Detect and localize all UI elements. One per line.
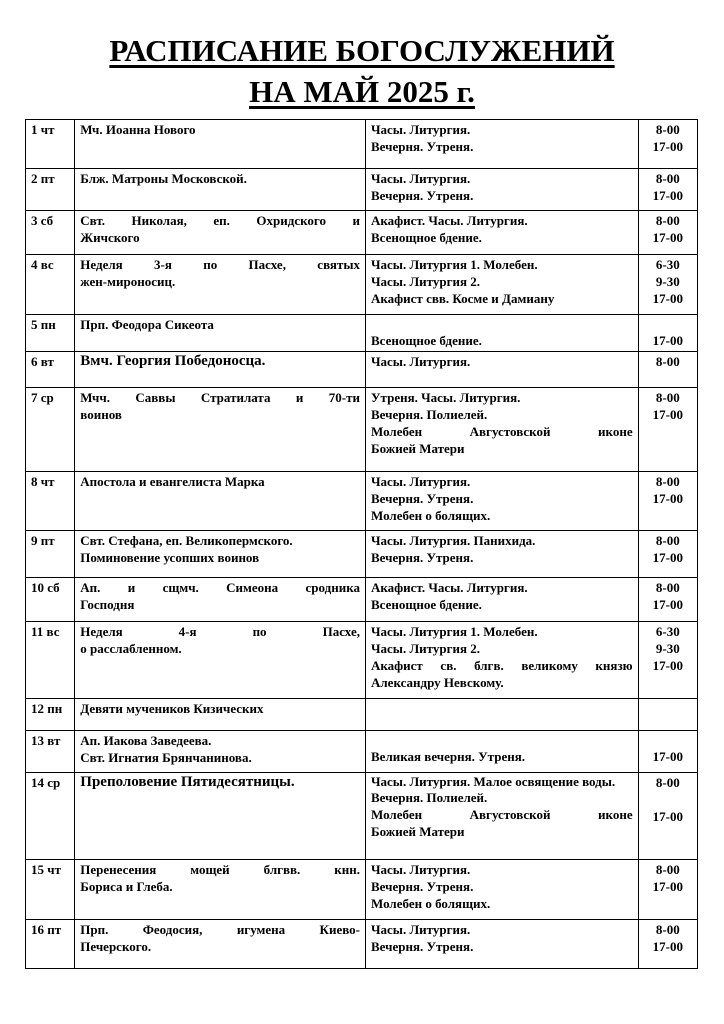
services-cell: Всенощное бдение. <box>366 315 639 352</box>
services-cell: Часы. Литургия. Вечерня. Утреня. <box>366 169 639 211</box>
time-cell: 8-00 17-00 <box>638 860 697 920</box>
saint-cell: Свт. Стефана, еп. Великопермского. Поминовение усопших воинов <box>75 531 366 578</box>
day-cell: 10 сб <box>26 578 75 622</box>
day-cell: 11 вс <box>26 622 75 699</box>
time-cell: 8-00 17-00 <box>638 169 697 211</box>
table-row <box>26 699 698 731</box>
services-cell: Великая вечерня. Утреня. <box>366 731 639 773</box>
services-cell: Часы. Литургия. Вечерня. Утреня. <box>366 920 639 969</box>
services-cell: Часы. Литургия. Вечерня. Утреня. <box>366 120 639 169</box>
table-row <box>26 211 698 255</box>
services-cell: Часы. Литургия. Вечерня. Утреня. Молебен о болящих. <box>366 860 639 920</box>
table-row <box>26 860 698 920</box>
saint-cell: Мчч. Саввы Стратилата и 70-ти воинов <box>75 388 366 472</box>
services-cell: Часы. Литургия. Малое освящение воды. Вечерня. Полиелей. Молебен Августовской иконе Божией Матери <box>366 773 639 860</box>
services-cell: Акафист. Часы. Литургия. Всенощное бдение. <box>366 211 639 255</box>
time-cell: 8-00 17-00 <box>638 120 697 169</box>
day-cell: 8 чт <box>26 472 75 531</box>
services-cell: Часы. Литургия. <box>366 352 639 388</box>
saint-cell: Неделя 3-я по Пасхе, святых жен-мироносиц. <box>75 255 366 315</box>
saint-cell: Свт. Николая, еп. Охридского и Жичского <box>75 211 366 255</box>
day-cell: 4 вс <box>26 255 75 315</box>
day-cell: 7 ср <box>26 388 75 472</box>
day-cell: 5 пн <box>26 315 75 352</box>
time-cell <box>638 699 697 731</box>
saint-cell: Ап. Иакова Заведеева. Свт. Игнатия Брянчанинова. <box>75 731 366 773</box>
time-cell: 8-00 17-00 <box>638 388 697 472</box>
saint-cell: Девяти мучеников Кизических <box>75 699 366 731</box>
day-cell: 13 вт <box>26 731 75 773</box>
table-row <box>26 315 698 352</box>
services-cell: Часы. Литургия. Вечерня. Утреня. Молебен о болящих. <box>366 472 639 531</box>
saint-cell: Преполовение Пятидесятницы. <box>75 773 366 860</box>
services-cell: Утреня. Часы. Литургия. Вечерня. Полиелей. Молебен Августовской иконе Божией Матери <box>366 388 639 472</box>
day-cell: 16 пт <box>26 920 75 969</box>
time-cell: 8-00 17-00 <box>638 472 697 531</box>
time-cell: 8-00 17-00 <box>638 578 697 622</box>
table-row <box>26 169 698 211</box>
services-cell: Часы. Литургия 1. Молебен. Часы. Литургия 2. Акафист свв. Косме и Дамиану <box>366 255 639 315</box>
table-row <box>26 352 698 388</box>
day-cell: 3 сб <box>26 211 75 255</box>
schedule-table <box>25 119 698 969</box>
time-cell: 6-30 9-30 17-00 <box>638 255 697 315</box>
title-line-2: НА МАЙ 2025 г. <box>249 74 475 109</box>
saint-cell: Неделя 4-я по Пасхе, о расслабленном. <box>75 622 366 699</box>
time-cell: 8-00 17-00 <box>638 773 697 860</box>
day-cell: 6 вт <box>26 352 75 388</box>
day-cell: 12 пн <box>26 699 75 731</box>
time-cell: 17-00 <box>638 315 697 352</box>
saint-cell: Прп. Феодора Сикеота <box>75 315 366 352</box>
saint-cell: Вмч. Георгия Победоносца. <box>75 352 366 388</box>
services-cell: Часы. Литургия. Панихида. Вечерня. Утреня. <box>366 531 639 578</box>
services-cell: Акафист. Часы. Литургия. Всенощное бдение. <box>366 578 639 622</box>
table-row <box>26 120 698 169</box>
table-row <box>26 920 698 969</box>
page-title <box>0 30 724 112</box>
time-cell: 6-30 9-30 17-00 <box>638 622 697 699</box>
time-cell: 8-00 17-00 <box>638 211 697 255</box>
day-cell: 9 пт <box>26 531 75 578</box>
day-cell: 2 пт <box>26 169 75 211</box>
time-cell: 8-00 17-00 <box>638 920 697 969</box>
day-cell: 15 чт <box>26 860 75 920</box>
table-row <box>26 388 698 472</box>
table-row <box>26 731 698 773</box>
services-cell: Часы. Литургия 1. Молебен. Часы. Литургия 2. Акафист св. блгв. великому князю Александру Невскому. <box>366 622 639 699</box>
saint-cell: Прп. Феодосия, игумена Киево- Печерского. <box>75 920 366 969</box>
table-row <box>26 773 698 860</box>
saint-cell: Мч. Иоанна Нового <box>75 120 366 169</box>
table-row <box>26 255 698 315</box>
day-cell: 1 чт <box>26 120 75 169</box>
table-row <box>26 472 698 531</box>
saint-cell: Блж. Матроны Московской. <box>75 169 366 211</box>
table-row <box>26 578 698 622</box>
services-cell <box>366 699 639 731</box>
time-cell: 17-00 <box>638 731 697 773</box>
saint-cell: Ап. и сщмч. Симеона сродника Господня <box>75 578 366 622</box>
saint-cell: Перенесения мощей блгвв. кнн. Бориса и Глеба. <box>75 860 366 920</box>
time-cell: 8-00 <box>638 352 697 388</box>
table-row <box>26 622 698 699</box>
day-cell: 14 ср <box>26 773 75 860</box>
time-cell: 8-00 17-00 <box>638 531 697 578</box>
saint-cell: Апостола и евангелиста Марка <box>75 472 366 531</box>
table-row <box>26 531 698 578</box>
title-line-1: РАСПИСАНИЕ БОГОСЛУЖЕНИЙ <box>109 33 615 68</box>
